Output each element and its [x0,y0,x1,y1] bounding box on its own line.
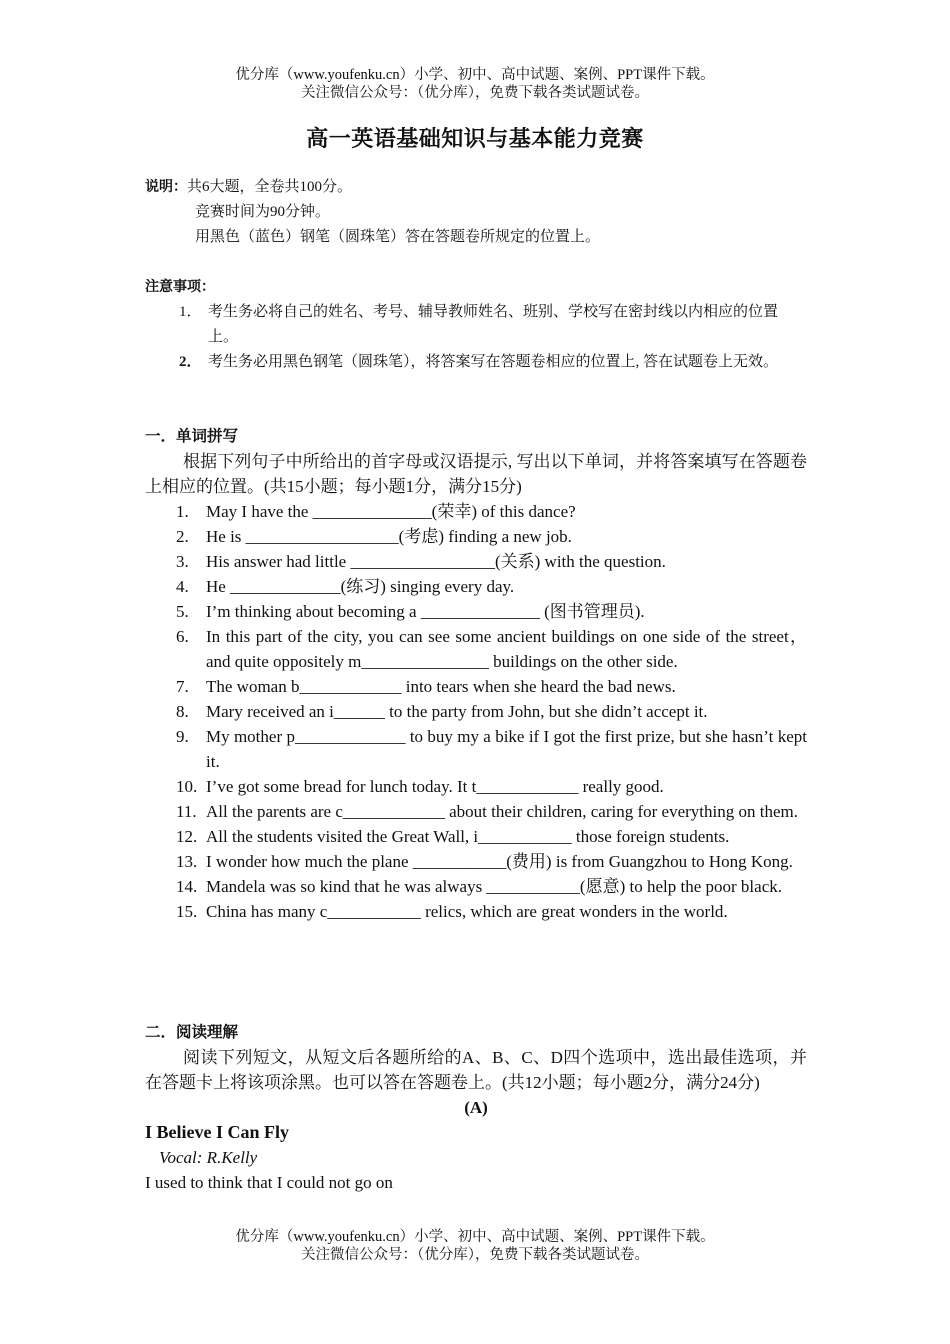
question-item: 12. All the students visited the Great Wall, i___________ those foreign students. [176,827,730,846]
notes-line-1: 共6大题，全卷共100分。 [187,179,353,195]
footer-line-2: 关注微信公众号：（优分库），免费下载各类试题试卷。 [301,1247,649,1263]
notes-label: 说明： [145,179,187,195]
song-title: I Believe I Can Fly [145,1122,289,1142]
page-footer [0,1228,950,1264]
header-line-1: 优分库（www.youfenku.cn）小学、初中、高中试题、案例、PPT课件下载。 [235,67,715,83]
exam-notes [145,175,807,250]
page-header [0,66,950,102]
header-line-2: 关注微信公众号：（优分库），免费下载各类试题试卷。 [301,85,649,101]
section-reading [145,1020,807,1195]
section-spelling [145,424,807,924]
song-passage [145,1120,807,1195]
notes-line-3: 用黑色（蓝色）钢笔（圆珠笔）答在答题卷所规定的位置上。 [195,229,601,245]
question-item: 2. He is __________________(考虑) finding a new job. [176,527,572,546]
question-item: 14. Mandela was so kind that he was always ___________(愿意) to help the poor black. [176,877,782,896]
question-item: 15. China has many c___________ relics, which are great wonders in the world. [176,902,728,921]
question-item: 13. I wonder how much the plane ___________(费用) is from Guangzhou to Hong Kong. [176,852,793,871]
footer-line-1: 优分库（www.youfenku.cn）小学、初中、高中试题、案例、PPT课件下载。 [235,1229,715,1245]
question-item: 5. I’m thinking about becoming a ______________ (图书管理员). [176,602,645,621]
section-2-instruction: 阅读下列短文，从短文后各题所给的A、B、C、D四个选项中，选出最佳选项，并在答题卡上将该项涂黑。也可以答在答题卷上。(共12小题；每小题2分，满分24分) [145,1048,807,1092]
question-item: 3. His answer had little _________________(关系) with the question. [176,552,666,571]
section-1-heading: 一．单词拼写 [145,427,239,445]
attention-item: 2． 考生务必用黑色钢笔（圆珠笔），将答案写在答题卷相应的位置上, 答在试题卷上无效。 [179,354,779,370]
question-item: 11. All the parents are c____________ about their children, caring for everything on them. [176,802,798,821]
document-title: 高一英语基础知识与基本能力竞赛 [306,127,644,152]
question-item: 7. The woman b____________ into tears when she heard the bad news. [176,677,676,696]
section-2-heading: 二．阅读理解 [145,1023,239,1041]
question-item: 4. He _____________(练习) singing every day. [176,577,515,596]
attention-heading: 注意事项： [145,279,215,295]
song-line: I used to think that I could not go on [145,1173,393,1192]
attention-item: 1． 考生务必将自己的姓名、考号、辅导教师姓名、班别、学校写在密封线以内相应的位置上。 [179,304,779,345]
question-item: 8. Mary received an i______ to the party from John, but she didn’t accept it. [176,702,708,721]
question-item: 10. I’ve got some bread for lunch today. It t____________ really good. [176,777,664,796]
question-item: 1. May I have the ______________(荣幸) of this dance? [176,502,576,521]
question-item: 6. In this part of the city, you can see some ancient buildings on one side of the street，and quite oppositely m_______________ buildings on the other side. [176,627,807,671]
question-item: 9. My mother p_____________ to buy my a bike if I got the first prize, but she hasn’t kept it. [176,727,807,771]
passage-label: (A) [464,1098,488,1117]
section-1-instruction: 根据下列句子中所给出的首字母或汉语提示, 写出以下单词，并将答案填写在答题卷上相应的位置。(共15小题；每小题1分，满分15分) [145,452,807,496]
spelling-question-list [145,499,807,924]
song-vocal: Vocal: R.Kelly [159,1148,258,1167]
attention-section [145,275,807,375]
notes-line-2: 竞赛时间为90分钟。 [195,204,331,220]
